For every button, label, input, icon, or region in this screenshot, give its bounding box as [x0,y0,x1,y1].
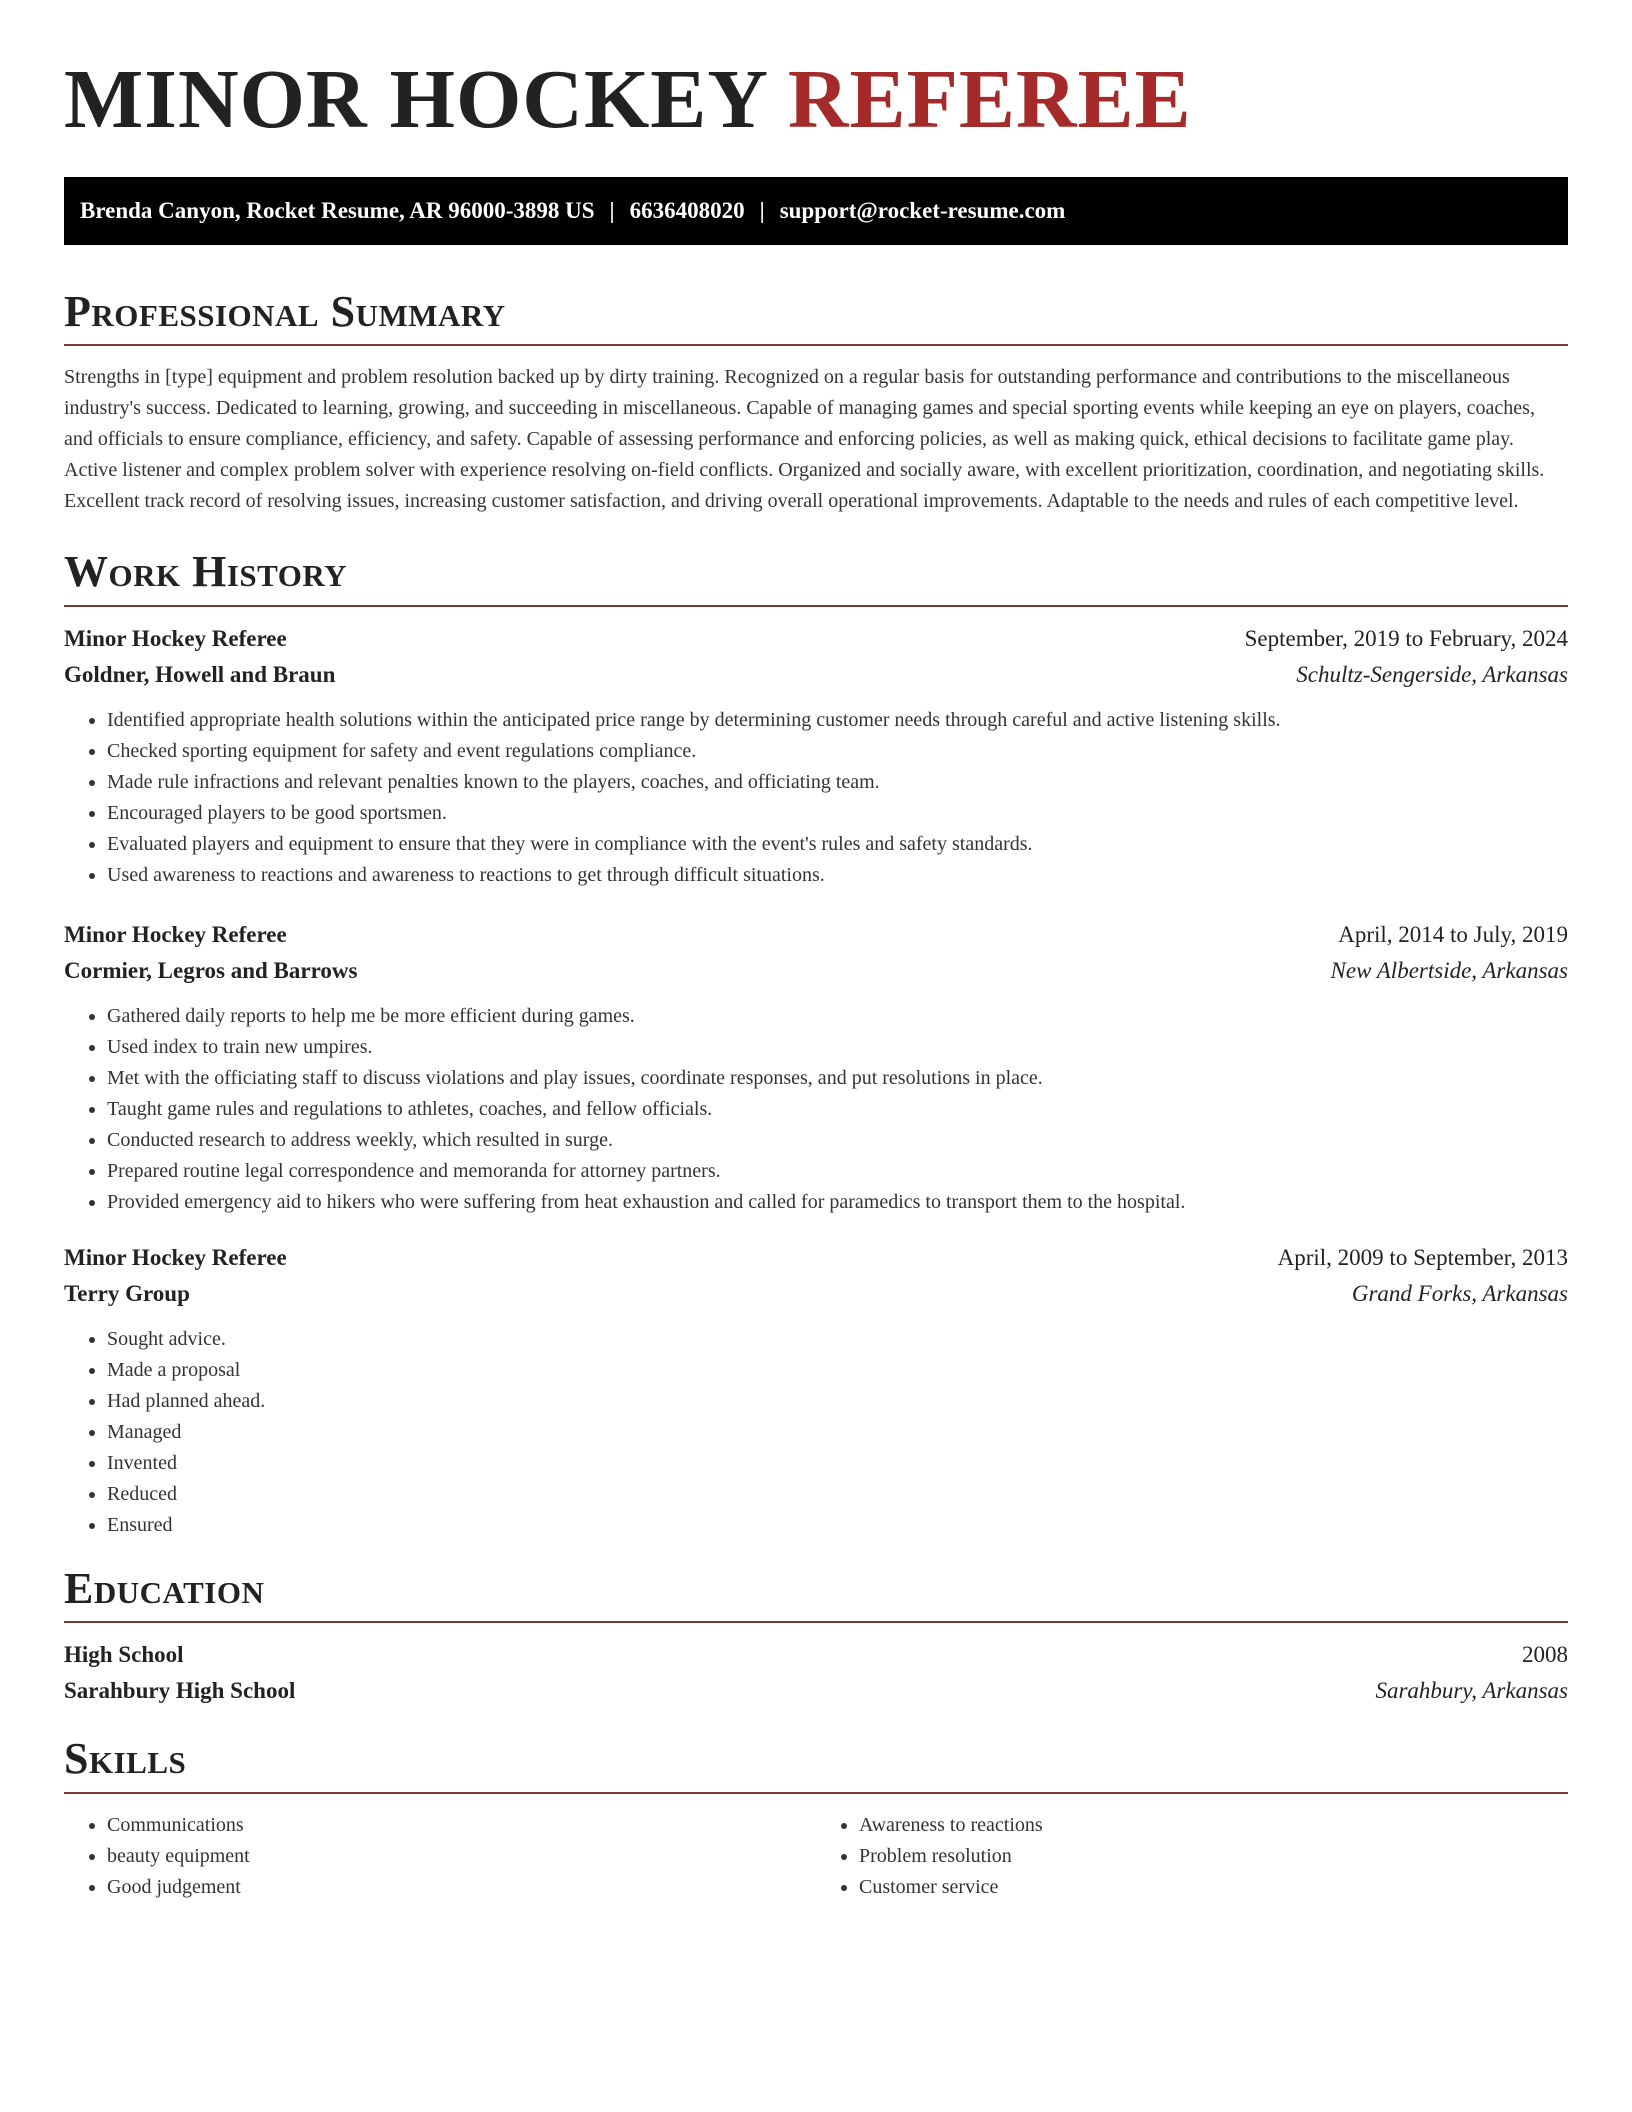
education-location: Sarahbury, Arkansas [1375,1678,1568,1704]
list-item: • beauty equipment [107,1841,816,1872]
job-company: Goldner, Howell and Braun [64,661,336,687]
job-role: Minor Hockey Referee [64,1244,287,1270]
list-item: • Problem resolution [859,1841,1568,1872]
list-item: • Checked sporting equipment for safety and event regulations compliance. [107,736,1568,767]
job-company-row [64,953,1568,989]
section-title-skills: Skills [64,1734,187,1784]
list-item: • Ensured [107,1510,1568,1541]
job-bullets [64,705,1568,891]
section-divider [64,1621,1568,1623]
job-entry [64,1240,1568,1541]
list-item: • Taught game rules and regulations to athletes, coaches, and fellow officials. [107,1094,1568,1125]
list-item: • Invented [107,1448,1568,1479]
contact-phone: 6636408020 [629,198,745,223]
skills-section [64,1735,1568,1902]
list-item: • Prepared routine legal correspondence and memoranda for attorney partners. [107,1156,1568,1187]
section-title-education: Education [64,1563,265,1613]
job-header-row [64,917,1568,953]
job-location: Schultz-Sengerside, Arkansas [1296,661,1568,687]
job-company: Cormier, Legros and Barrows [64,957,358,983]
name-first: MINOR HOCKEY [64,53,766,146]
job-dates: September, 2019 to February, 2024 [1244,625,1568,651]
job-location: New Albertside, Arkansas [1330,957,1568,983]
job-role: Minor Hockey Referee [64,625,287,651]
list-item: • Used awareness to reactions and awareness to reactions to get through difficult situations. [107,860,1568,891]
skills-columns [64,1810,1568,1903]
contact-bar [64,177,1568,245]
list-item: • Made rule infractions and relevant penalties known to the players, coaches, and officiating team. [107,767,1568,798]
contact-email: support@rocket-resume.com [779,198,1066,223]
work-history-section [64,548,1568,1540]
skills-list-right [816,1810,1568,1903]
list-item: • Identified appropriate health solutions within the anticipated price range by determining customer needs through careful and active listening skills. [107,705,1568,736]
resume-name [64,0,1568,146]
job-header-row [64,1240,1568,1276]
job-bullets [64,1001,1568,1218]
list-item: • Had planned ahead. [107,1386,1568,1417]
education-school: Sarahbury High School [64,1678,296,1704]
list-item: • Sought advice. [107,1324,1568,1355]
list-item: • Gathered daily reports to help me be more efficient during games. [107,1001,1568,1032]
job-entry [64,621,1568,891]
education-school-row [64,1673,1568,1709]
job-dates: April, 2014 to July, 2019 [1338,921,1568,947]
education-degree: High School [64,1642,184,1668]
summary-text: Strengths in [type] equipment and problem resolution backed up by dirty training. Recognized on a regular basis for outstanding performance and contributions to the miscellaneous industry's success. Dedicated to learning, growing, and succeeding in miscellaneous. Capable of managing games and special sporting events while keeping an eye on players, coaches, and officials to ensure compliance, efficiency, and safety. Capable of assessing performance and enforcing policies, as well as making quick, ethical decisions to facilitate game play. Active listener and complex problem solver with experience resolving on-field conflicts. Organized and socially aware, with excellent prioritization, coordination, and negotiating skills. Excellent track record of resolving issues, increasing customer satisfaction, and driving overall operational improvements. Adaptable to the needs and rules of each competitive level. [64,366,1545,513]
list-item: • Good judgement [107,1872,816,1903]
job-company-row [64,657,1568,693]
contact-address: Brenda Canyon, Rocket Resume, AR 96000-3898 US [80,198,595,223]
skills-list-left [64,1810,816,1903]
list-item: • Evaluated players and equipment to ensure that they were in compliance with the event's rules and safety standards. [107,829,1568,860]
job-dates: April, 2009 to September, 2013 [1277,1244,1568,1270]
job-company-row [64,1276,1568,1312]
summary-section [64,288,1568,517]
contact-separator: | [759,198,765,223]
section-title-work: Work History [64,547,348,597]
job-company: Terry Group [64,1280,190,1306]
list-item: • Managed [107,1417,1568,1448]
education-section [64,1565,1568,1709]
list-item: • Communications [107,1810,816,1841]
list-item: • Reduced [107,1479,1568,1510]
list-item: • Made a proposal [107,1355,1568,1386]
name-last: REFEREE [787,53,1192,146]
job-entry [64,917,1568,1218]
list-item: • Encouraged players to be good sportsmen. [107,798,1568,829]
list-item: • Conducted research to address weekly, which resulted in surge. [107,1125,1568,1156]
list-item: • Customer service [859,1872,1568,1903]
job-header-row [64,621,1568,657]
job-role: Minor Hockey Referee [64,921,287,947]
job-location: Grand Forks, Arkansas [1351,1280,1568,1306]
contact-separator: | [609,198,615,223]
section-divider [64,605,1568,607]
list-item: • Provided emergency aid to hikers who were suffering from heat exhaustion and called for paramedics to transport them to the hospital. [107,1187,1568,1218]
job-bullets [64,1324,1568,1541]
list-item: • Awareness to reactions [859,1810,1568,1841]
education-degree-row [64,1637,1568,1673]
section-title-summary: Professional Summary [64,287,506,336]
education-entry [64,1637,1568,1709]
education-year: 2008 [1522,1642,1568,1668]
list-item: • Used index to train new umpires. [107,1032,1568,1063]
section-divider [64,344,1568,346]
section-divider [64,1792,1568,1794]
list-item: • Met with the officiating staff to discuss violations and play issues, coordinate responses, and put resolutions in place. [107,1063,1568,1094]
